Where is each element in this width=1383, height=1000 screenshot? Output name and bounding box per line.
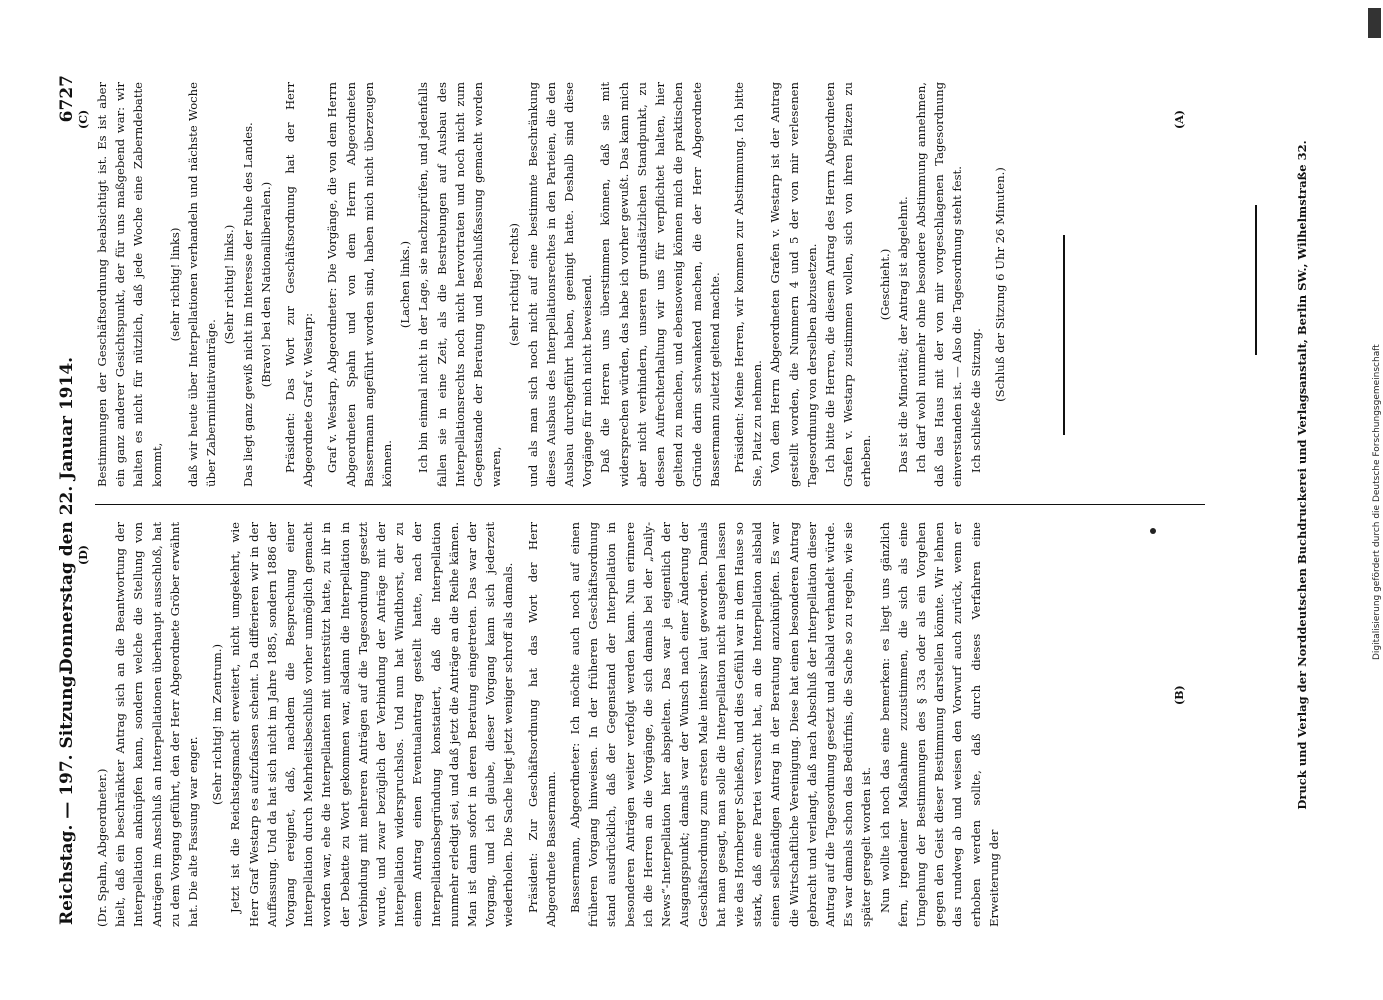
end-rule [1063,235,1065,435]
interjection: (Bravo! bei den Nationalliberalen.) [258,181,273,388]
rotated-page [55,75,1325,955]
paragraph: Ich darf wohl nunmehr ohne besondere Abstimmung annehmen, daß das Haus mit der von mir vorgeschlagenen Tagesordnung einverstanden ist. — Also die Tagesordnung steht fest. [913,82,965,487]
paragraph: Präsident: Das Wort zur Geschäftsordnung hat der Herr Abgeordnete Graf v. Westarp: [283,82,316,487]
margin-letter-d: (D) [77,545,90,565]
header-left: Reichstag. — 197. Sitzung. [57,669,77,925]
paragraph: und als man sich noch nicht auf eine bestimmte Beschränkung dieses Ausbaus des Interpellationsrechtes in den Parteien, die den Ausbau durchgeführt haben, geeinigt hatte. Deshalb sind diese Vorgänge für mich nicht beweisend. [525,82,595,487]
paragraph: Bestimmungen der Geschäftsordnung beabsichtigt ist. Es ist aber ein ganz anderer Gesichtspunkt, der für uns maßgebend war: wir halten es nicht für nützlich, daß jede Woche eine Zaberndebatte kommt, [95,82,164,487]
paragraph: Ich bin einmal nicht in der Lage, sie nachzuprüfen, und jedenfalls fallen sie in eine Zeit, als die Bestrebungen auf Ausbau des Interpellationsrechts noch nicht hervortraten und noch nicht zum Gegenstande der Beratung und Beschlußfassung gemacht worden waren, [416,82,504,487]
paragraph: daß wir heute über Interpellationen verhandeln und nächste Woche über Zaberninitiativanträge. [186,82,219,487]
paragraph: Präsident: Zur Geschäftsordnung hat das Wort der Herr Abgeordnete Bassermann. [525,522,558,927]
page-number: 6727 [57,75,77,123]
ornament-dot [1150,528,1156,534]
column-divider [95,504,1205,505]
paragraph: Das ist die Minorität; der Antrag ist abgelehnt. [895,196,910,473]
header-date: Donnerstag den 22. Januar 1914. [57,356,77,674]
paragraph: Daß die Herren uns überstimmen können, daß sie mit widersprechen würden, das habe ich vorher gewußt. Das kann mich aber nicht verhindern, unseren grundsätzlichen Standpunkt, zu dessen Aufrechterhaltung wir uns für verpflichtet halten, hier geltend zu machen, und ebensowenig können mich die praktischen Gründe darin schwankend machen, die der Herr Abgeordnete Bassermann zuletzt geltend machte. [598,82,722,487]
paragraph: Ich schließe die Sitzung. [968,328,983,473]
dfg-logo [1368,8,1381,38]
paragraph: Jetzt ist die Reichstagsmacht erweitert, nicht umgekehrt, wie Herr Graf Westarp es aufzufassen scheint. Da differieren wir in der Auffassung. Und da hat sich nicht im Jahre 1885, sondern 1886 der Vorgang ereignet, daß, nachdem die Besprechung einer Interpellation durch Mehrheitsbeschluß vorher unmöglich gemacht worden war, ehe die Interpellanten mit unterstützt hatte, zu ihr in der Debatte zu Wort gekommen war, alsdann die Interpellation in Verbindung mit mehreren Anträgen auf die Tagesordnung gesetzt wurde, und zwar bezüglich der Verbindung der Anträge mit der Interpellation widerspruchslos. Und nun hat Windthorst, der zu einem Antrag einen Eventualantrag gestellt hatte, nach der Interpellationsbegründung konstatiert, daß die Interpellation nunmehr erledigt sei, und daß jetzt die Anträge an die Reihe kämen. Man ist dann sofort in deren Beratung eingetreten. Das war der Vorgang, und ich glaube, dieser Vorgang kann sich jederzeit wiederholen. Die Sache liegt jetzt weniger schroff als damals. [228,522,516,927]
margin-letter-a: (A) [1173,110,1186,129]
digitization-note: Digitalisierung gefördert durch die Deutsche Forschungsgemeinschaft [1372,344,1382,660]
interjection: (Lachen links.) [398,240,413,329]
margin-letter-b: (B) [1173,685,1186,705]
paragraph: Von dem Herrn Abgeordneten Grafen v. Westarp ist der Antrag gestellt worden, die Nummern 4 und 5 der von mir verlesenen Tagesordnung von derselben abzusetzen. [768,82,819,487]
interjection: (Geschieht.) [877,248,892,321]
interjection: (sehr richtig! rechts) [507,223,522,346]
column-left [93,522,1003,927]
paragraph: Bassermann, Abgeordneter: Ich möchte auch noch auf einen früheren Vorgang hinweisen. In der früheren Geschäftsordnung stand ausdrücklich, daß der Gegenstand der Interpellation in besonderen Anträgen weiter verfolgt werden kann. Nun erinnere ich die Herren an die Vorgänge, die sich damals bei der „Daily-News“-Interpellation hier abspielten. Das war ja eigentlich der Ausgangspunkt; damals war der Wunsch nach einer Änderung der Geschäftsordnung zum ersten Male intensiv laut geworden. Damals hat man gesagt, man solle die Interpellation nicht ausgehen lassen wie das Hornberger Schießen, und dies Gefühl war in dem Hause so stark, daß eine Partei versucht hat, an die Interpellation alsbald einen selbständigen Antrag in der Beratung anzuknüpfen. Es war die Wirtschaftliche Vereinigung. Diese hat einen besonderen Antrag gebracht und verlangt, daß nach Abschluß der Interpellation dieser Antrag auf die Tagesordnung gesetzt und alsbald verhandelt würde. Es war damals schon das Bedürfnis, die Sache so zu regeln, wie sie später geregelt worden ist. [568,522,874,927]
interjection: (Sehr richtig! links.) [222,224,237,345]
interjection: (Sehr richtig! im Zentrum.) [210,644,225,806]
paragraph: Das liegt ganz gewiß nicht im Interesse der Ruhe des Landes. [240,122,255,487]
paragraph: (Dr. Spahn, Abgeordneter.) [95,768,109,927]
column-right [93,82,1009,487]
paragraph: Ich bitte die Herren, die diesem Antrag des Herrn Abgeordneten Grafen v. Westarp zustimmen wollen, sich von ihren Plätzen zu erheben. [822,82,874,487]
paragraph: Graf v. Westarp, Abgeordneter: Die Vorgänge, die von dem Herrn Abgeordneten Spahn und von dem Herrn Abgeordneten Bassermann angeführt worden sind, haben mich nicht überzeugen können. [325,82,395,487]
paragraph: Präsident: Meine Herren, wir kommen zur Abstimmung. Ich bitte Sie, Platz zu nehmen. [731,82,765,487]
page-header [55,75,83,955]
paragraph: Nun wollte ich noch das eine bemerken: es liegt uns gänzlich fern, irgendeiner Maßnahme zuzustimmen, die sich als eine Umgehung der Bestimmungen des § 33a oder als ein Vorgehen gegen den Geist dieser Bestimmung darstellen könnte. Wir lehnen das rundweg ab und weisen den Vorwurf auch zurück, wenn er erhoben werden sollte, daß durch dieses Verfahren eine Erweiterung der [877,522,1001,927]
end-rule-short [1255,205,1257,355]
margin-letter-c: (C) [77,109,90,129]
paragraph: hielt, daß ein beschränkter Antrag sich an die Beantwortung der Interpellation anknüpfen kann, sondern welche die Stellung von Anträgen im Anschluß an Interpellationen überhaupt ausschloß, hat zu dem Vorgang geführt, den der Herr Abgeordnete Gröber erwähnt hat. Die alte Fassung war enger. [113,522,201,927]
closing-note: (Schluß der Sitzung 6 Uhr 26 Minuten.) [992,167,1007,402]
printer-footer: Druck und Verlag der Norddeutschen Buchdruckerei und Verlagsanstalt, Berlin SW., Wilhelmstraße 32. [1295,140,1309,810]
interjection: (sehr richtig! links) [167,227,182,342]
